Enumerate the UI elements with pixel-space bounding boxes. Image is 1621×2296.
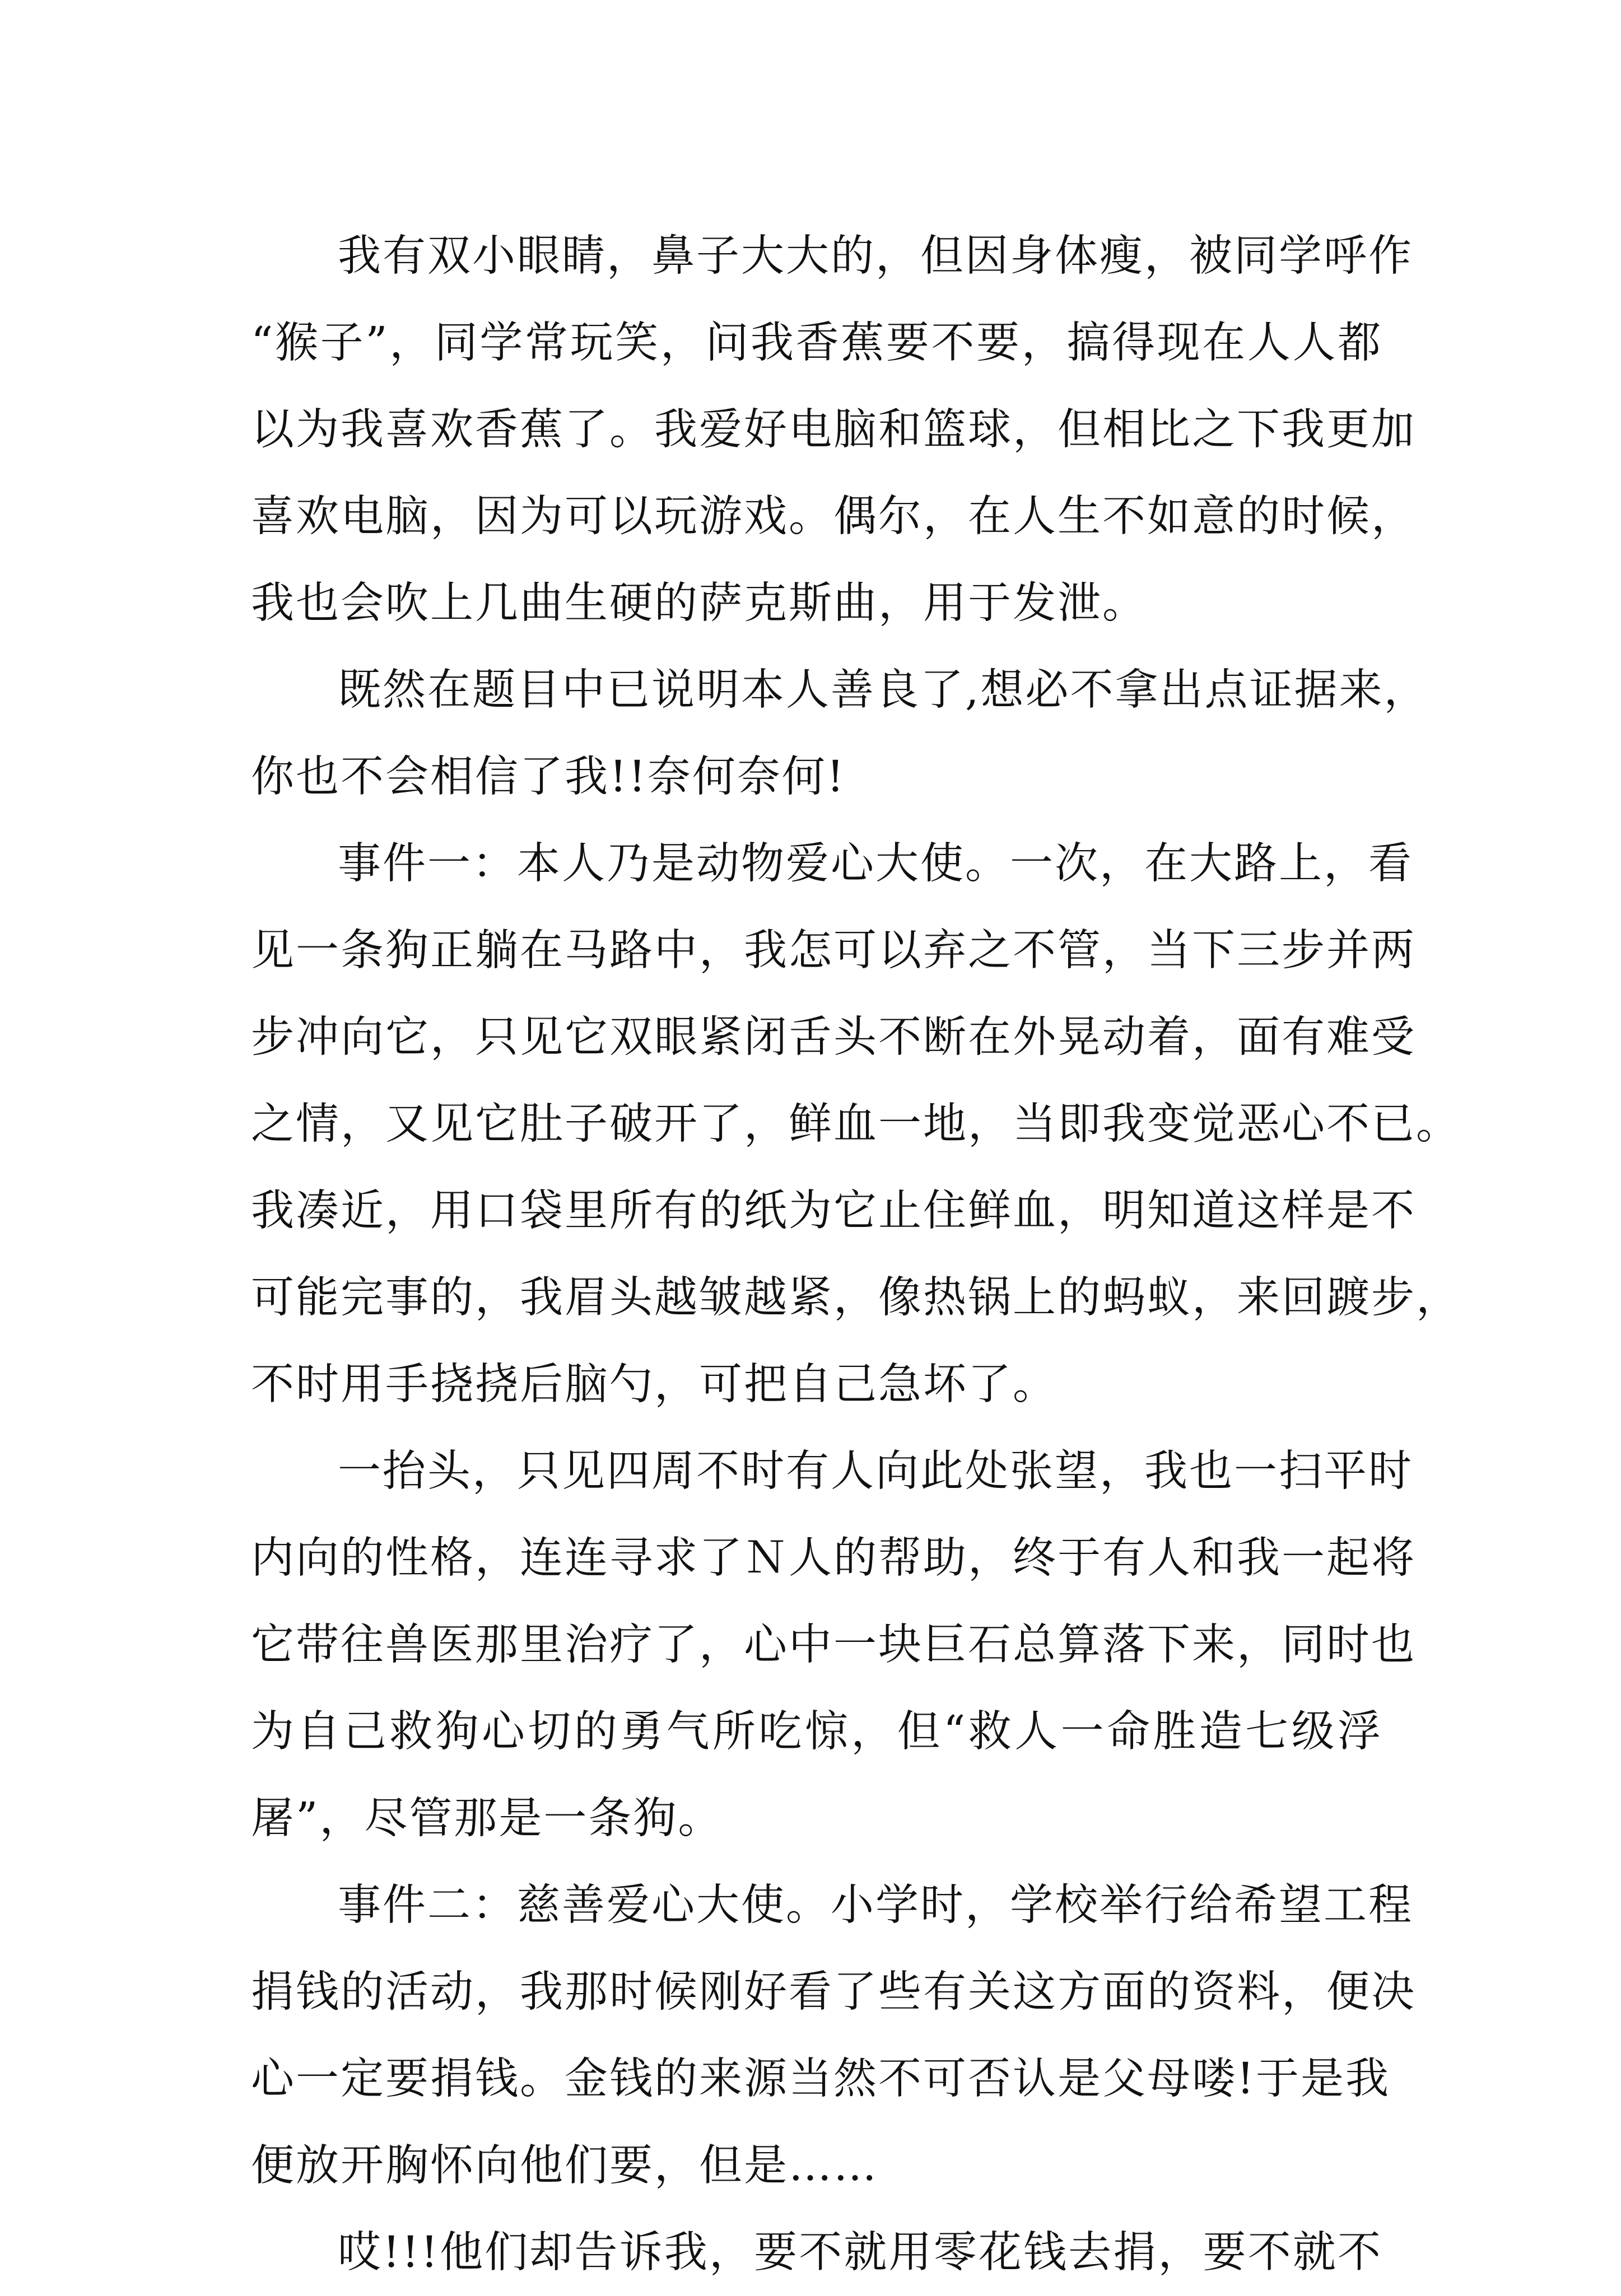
text-line: 内向的性格，连连寻求了Ｎ人的帮助，终于有人和我一起将 xyxy=(251,1533,1416,1583)
text-line: “猴子”，同学常玩笑，问我香蕉要不要，搞得现在人人都 xyxy=(251,318,1382,368)
text-line: 喜欢电脑，因为可以玩游戏。偶尔，在人生不如意的时候， xyxy=(251,492,1416,542)
text-line: 以为我喜欢香蕉了。我爱好电脑和篮球，但相比之下我更加 xyxy=(251,405,1416,455)
text-line: 可能完事的，我眉头越皱越紧，像热锅上的蚂蚁，来回踱步， xyxy=(251,1273,1461,1323)
text-line: 既然在题目中已说明本人善良了,想必不拿出点证据来， xyxy=(338,665,1429,715)
paragraph-2 xyxy=(251,647,1429,820)
paragraph-5 xyxy=(251,1862,1416,2209)
text-line: 心一定要捐钱。金钱的来源当然不可否认是父母喽!于是我 xyxy=(251,2054,1390,2104)
text-line: 我凑近，用口袋里所有的纸为它止住鲜血，明知道这样是不 xyxy=(251,1186,1416,1236)
text-line: 事件一：本人乃是动物爱心大使。一次，在大路上，看 xyxy=(338,839,1413,889)
text-line: 步冲向它，只见它双眼紧闭舌头不断在外晃动着，面有难受 xyxy=(251,1012,1416,1062)
text-line: 一抬头，只见四周不时有人向此处张望，我也一扫平时 xyxy=(338,1446,1413,1496)
paragraph-1 xyxy=(251,213,1416,647)
text-line: 你也不会相信了我!!奈何奈何! xyxy=(251,752,846,802)
text-line: 不时用手挠挠后脑勺，可把自己急坏了。 xyxy=(251,1360,1058,1410)
text-line: 我也会吹上几曲生硬的萨克斯曲，用于发泄。 xyxy=(251,578,1147,628)
paragraph-3 xyxy=(251,820,1461,1428)
text-line: 捐钱的活动，我那时候刚好看了些有关这方面的资料，便决 xyxy=(251,1967,1416,2017)
text-line: 我有双小眼睛，鼻子大大的，但因身体瘦，被同学呼作 xyxy=(338,231,1413,281)
text-line: 见一条狗正躺在马路中，我怎可以弃之不管，当下三步并两 xyxy=(251,926,1416,976)
text-line: 为自己救狗心切的勇气所吃惊，但“救人一命胜造七级浮 xyxy=(251,1707,1382,1757)
paragraph-4 xyxy=(251,1428,1416,1862)
text-line: 它带往兽医那里治疗了，心中一块巨石总算落下来，同时也 xyxy=(251,1620,1416,1670)
text-line: 事件二：慈善爱心大使。小学时，学校举行给希望工程 xyxy=(338,1880,1413,1930)
text-line: 屠”，尽管那是一条狗。 xyxy=(251,1794,723,1844)
text-line: 便放开胸怀向他们要，但是…… xyxy=(251,2141,878,2191)
text-line: 哎!!!他们却告诉我，要不就用零花钱去捐，要不就不 xyxy=(338,2228,1382,2278)
document-body xyxy=(251,213,1461,2296)
text-line: 之情，又见它肚子破开了，鲜血一地，当即我变觉恶心不已。 xyxy=(251,1099,1461,1149)
paragraph-6 xyxy=(251,2209,1382,2296)
